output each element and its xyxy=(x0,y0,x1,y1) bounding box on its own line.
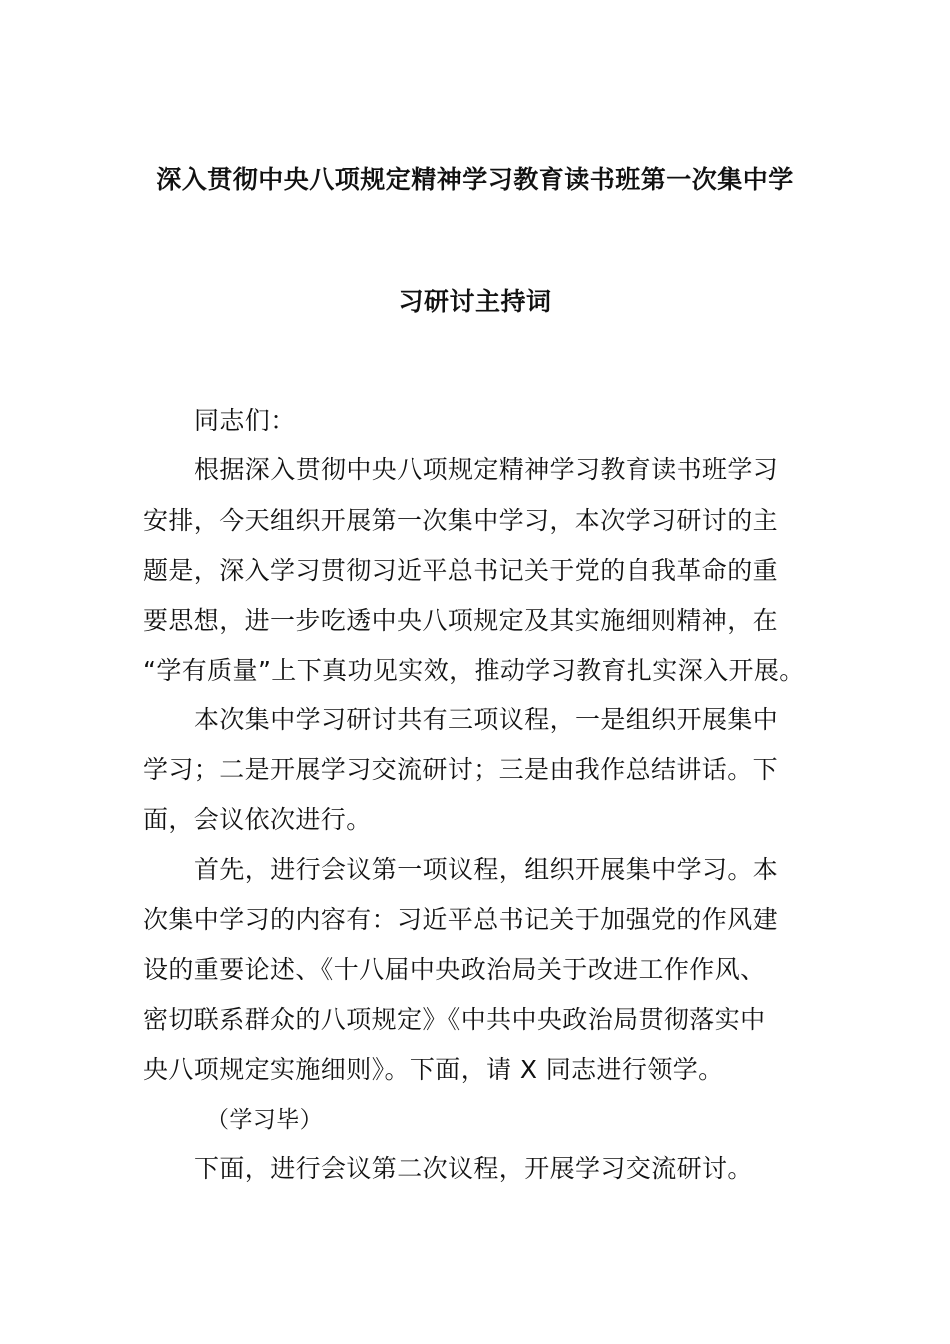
paragraph-line: 下面，进行会议第二次议程，开展学习交流研讨。 xyxy=(194,1154,753,1183)
paragraph-line: 本次集中学习研讨共有三项议程，一是组织开展集中 xyxy=(194,705,779,734)
document-title-line-2: 习研讨主持词 xyxy=(398,287,552,316)
paragraph-line: 央八项规定实施细则》。下面，请 X 同志进行领学。 xyxy=(143,1055,724,1084)
paragraph-line: 面，会议依次进行。 xyxy=(143,805,372,834)
paragraph-line: “学有质量”上下真功见实效，推动学习教育扎实深入开展。 xyxy=(143,656,805,685)
paragraph-line: 题是，深入学习贯彻习近平总书记关于党的自我革命的重 xyxy=(143,556,779,585)
document-title-line-1: 深入贯彻中央八项规定精神学习教育读书班第一次集中学 xyxy=(156,165,794,194)
paragraph-line: 次集中学习的内容有：习近平总书记关于加强党的作风建 xyxy=(143,905,779,934)
paragraph-line: 密切联系群众的八项规定》《中共中央政治局贯彻落实中 xyxy=(143,1005,766,1034)
paragraph-line: 安排，今天组织开展第一次集中学习，本次学习研讨的主 xyxy=(143,506,779,535)
paragraph-line: 首先，进行会议第一项议程，组织开展集中学习。本 xyxy=(194,855,779,884)
stage-direction: （学习毕） xyxy=(206,1107,323,1133)
paragraph-line: 设的重要论述、《十八届中央政治局关于改进工作作风、 xyxy=(143,955,766,984)
salutation: 同志们： xyxy=(194,406,296,435)
paragraph-line: 学习；二是开展学习交流研讨；三是由我作总结讲话。下 xyxy=(143,755,779,784)
paragraph-line: 要思想，进一步吃透中央八项规定及其实施细则精神，在 xyxy=(143,606,779,635)
paragraph-line: 根据深入贯彻中央八项规定精神学习教育读书班学习 xyxy=(194,455,779,484)
